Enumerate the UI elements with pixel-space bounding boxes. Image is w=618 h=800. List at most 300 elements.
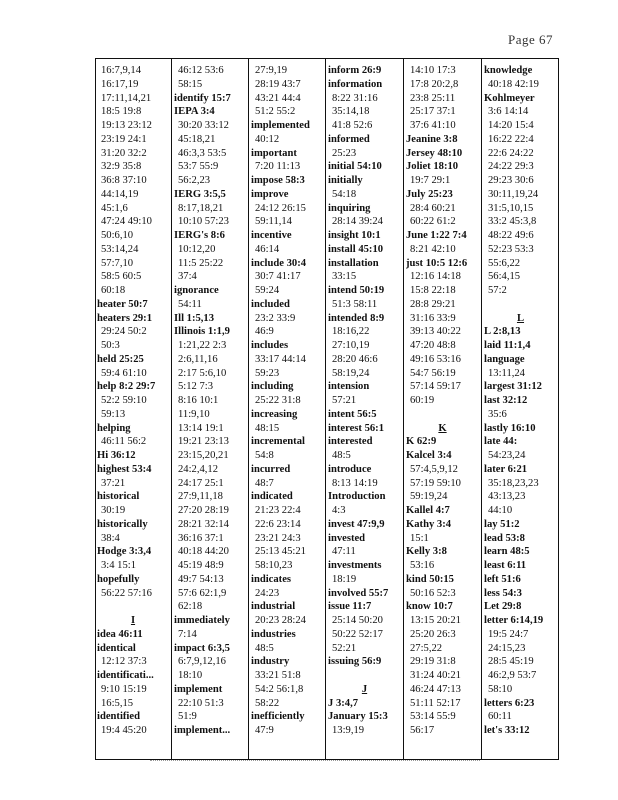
index-reference: 23:21 24:3	[255, 532, 301, 544]
index-reference: 19:21 23:13	[178, 436, 229, 448]
index-reference: 57:4,5,9,12	[410, 463, 458, 475]
index-reference: 57:6 62:1,9	[178, 587, 227, 599]
index-reference: 28:8 29:21	[410, 298, 456, 310]
index-reference: 8:16 10:1	[178, 395, 219, 406]
index-reference: 44:14,19	[101, 188, 139, 200]
index-term: July 25:23	[406, 188, 453, 200]
index-term: investments	[328, 560, 382, 571]
index-reference: 24:23	[255, 587, 280, 599]
index-reference: 18:16,22	[332, 326, 370, 338]
index-reference: 46:24 47:13	[410, 683, 461, 695]
index-term: later 6:21	[484, 463, 528, 475]
index-reference: 16:22 22:4	[488, 133, 534, 145]
index-term: letters 6:23	[484, 697, 535, 709]
index-reference: 31:24 40:21	[410, 670, 461, 681]
index-term: incurred	[251, 463, 291, 475]
index-term: implemented	[251, 120, 310, 131]
index-reference: 36:16 37:1	[178, 532, 224, 544]
index-reference: 23:15,20,21	[178, 450, 229, 461]
index-reference: 62:18	[178, 601, 203, 613]
index-reference: 17:8 20:2,8	[410, 78, 459, 90]
index-reference: 51:3 58:11	[332, 298, 378, 310]
index-reference: 57:2	[488, 285, 507, 296]
index-reference: 40:12	[255, 133, 280, 145]
index-term: issue 11:7	[328, 601, 372, 613]
index-reference: 25:13 45:21	[255, 546, 306, 558]
index-reference: 30:20 33:12	[178, 120, 229, 131]
index-term: left 51:6	[484, 573, 521, 585]
index-term: implement	[174, 683, 223, 695]
index-term: invest 47:9,9	[328, 518, 385, 530]
index-term: intent 56:5	[328, 408, 377, 420]
index-term: industry	[251, 656, 290, 668]
index-reference: 48:22 49:6	[488, 230, 534, 241]
index-term: kind 50:15	[406, 573, 454, 585]
index-term: incentive	[251, 230, 292, 241]
index-term: learn 48:5	[484, 546, 530, 558]
index-reference	[484, 298, 557, 312]
index-term: impact 6:3,5	[174, 642, 230, 654]
index-reference: 51:9	[178, 711, 197, 723]
index-reference: 12:12 37:3	[101, 656, 147, 668]
index-term: help 8:2 29:7	[97, 381, 156, 393]
index-reference: 30:7 41:17	[255, 271, 301, 283]
index-reference: 28:14 39:24	[332, 216, 383, 228]
index-reference: 39:13 40:22	[410, 326, 461, 338]
index-reference: 33:2 45:3,8	[488, 216, 537, 228]
index-term: late 44:	[484, 436, 518, 448]
index-reference: 56:17	[410, 725, 435, 736]
index-reference: 57:21	[332, 395, 357, 406]
index-reference: 41:8 52:6	[332, 120, 373, 131]
index-reference: 35:14,18	[332, 106, 370, 118]
index-term: Kelly 3:8	[406, 546, 447, 558]
index-reference: 53:16	[410, 560, 435, 571]
index-term: let's 33:12	[484, 725, 530, 736]
index-term: L 2:8,13	[484, 326, 521, 338]
index-term: initially	[328, 175, 363, 186]
index-term: highest 53:4	[97, 463, 152, 475]
index-reference: 47:9	[255, 725, 274, 736]
index-term: inefficiently	[251, 711, 305, 723]
index-reference: 28:4 60:21	[410, 202, 456, 214]
index-term: included	[251, 298, 290, 310]
index-reference: 56:22 57:16	[101, 587, 152, 599]
index-reference: 25:23	[332, 147, 357, 159]
index-term: ignorance	[174, 285, 219, 296]
index-term: historical	[97, 491, 140, 503]
index-term: J 3:4,7	[328, 697, 359, 709]
index-term: K 62:9	[406, 436, 437, 448]
index-term: Hi 36:12	[97, 450, 136, 461]
index-reference: 22:10 51:3	[178, 697, 224, 709]
index-reference: 53:7 55:9	[178, 161, 219, 173]
index-term: knowledge	[484, 65, 533, 76]
index-term: indicated	[251, 491, 293, 503]
section-letter: I	[130, 615, 136, 626]
index-reference: 33:21 51:8	[255, 670, 301, 681]
index-reference: 27:9,11,18	[178, 491, 223, 503]
index-reference: 9:10 15:19	[101, 683, 147, 695]
index-reference: 35:6	[488, 408, 507, 420]
index-reference: 11:5 25:22	[178, 257, 224, 269]
index-reference: 3:6 14:14	[488, 106, 529, 118]
index-term: initial 54:10	[328, 161, 382, 173]
index-term: installation	[328, 257, 379, 269]
index-reference: 54:23,24	[488, 450, 526, 461]
index-reference: 55:6,22	[488, 257, 521, 269]
index-term: idea 46:11	[97, 628, 143, 640]
index-reference: 58:10,23	[255, 560, 293, 571]
index-reference: 14:10 17:3	[410, 65, 456, 76]
index-reference: 52:21	[332, 642, 357, 654]
index-term: issuing 56:9	[328, 656, 382, 668]
index-reference: 29:19 31:8	[410, 656, 456, 668]
index-reference: 36:8 37:10	[101, 175, 147, 186]
index-reference: 51:2 55:2	[255, 106, 296, 118]
index-reference: 16:17,19	[101, 78, 139, 90]
index-term: IERG 3:5,5	[174, 188, 226, 200]
index-column-1	[97, 64, 169, 738]
index-reference: 19:7 29:1	[410, 175, 451, 186]
index-term: Kathy 3:4	[406, 518, 452, 530]
index-reference: 43:13,23	[488, 491, 526, 503]
index-reference: 59:24	[255, 285, 280, 296]
index-reference: 28:21 32:14	[178, 518, 229, 530]
index-reference: 28:19 43:7	[255, 78, 301, 90]
index-reference: 31:16 33:9	[410, 312, 456, 324]
index-reference: 13:11,24	[488, 367, 525, 379]
index-term: largest 31:12	[484, 381, 542, 393]
index-term: less 54:3	[484, 587, 522, 599]
index-column-2	[174, 64, 246, 738]
index-term: industries	[251, 628, 296, 640]
index-reference: 4:3	[332, 505, 346, 516]
index-reference: 59:11,14	[255, 216, 292, 228]
index-term: important	[251, 147, 297, 159]
index-reference: 17:11,14,21	[101, 92, 152, 104]
index-reference: 59:19,24	[410, 491, 448, 503]
index-reference: 51:11 52:17	[410, 697, 461, 709]
index-column-3	[251, 64, 323, 738]
index-reference: 50:22 52:17	[332, 628, 383, 640]
column-divider	[248, 58, 249, 760]
section-letter: L	[516, 312, 525, 324]
index-reference: 49:16 53:16	[410, 353, 461, 365]
index-term: inform 26:9	[328, 65, 382, 76]
index-reference: 46:11 56:2	[101, 436, 147, 448]
index-term: invested	[328, 532, 366, 544]
index-reference: 38:4	[101, 532, 120, 544]
index-reference: 19:5 24:7	[488, 628, 529, 640]
index-reference: 30:19	[101, 505, 126, 516]
index-reference: 11:9,10	[178, 408, 210, 420]
index-term: intend 50:19	[328, 285, 385, 296]
index-reference: 57:14 59:17	[410, 381, 461, 393]
index-reference: 13:15 20:21	[410, 615, 461, 626]
index-term: implement...	[174, 725, 231, 736]
index-reference: 48:5	[255, 642, 274, 654]
index-term: intended 8:9	[328, 312, 385, 324]
index-reference: 53:14 55:9	[410, 711, 456, 723]
column-divider	[325, 58, 326, 760]
index-term: identify 15:7	[174, 92, 231, 104]
index-reference: 60:19	[410, 395, 435, 406]
index-term: includes	[251, 340, 289, 351]
index-reference: 13:14 19:1	[178, 422, 224, 434]
index-term: January 15:3	[328, 711, 388, 723]
index-reference: 45:19 48:9	[178, 560, 224, 571]
index-reference: 27:9,19	[255, 65, 288, 76]
index-reference: 44:10	[488, 505, 513, 516]
index-term: identical	[97, 642, 136, 654]
index-term: heater 50:7	[97, 298, 148, 310]
index-term: just 10:5 12:6	[406, 257, 468, 269]
index-reference: 57:19 59:10	[410, 477, 461, 489]
index-term: indicates	[251, 573, 292, 585]
index-reference: 47:11	[332, 546, 356, 558]
index-reference: 14:20 15:4	[488, 120, 534, 131]
column-divider	[481, 58, 482, 760]
index-reference: 58:10	[488, 683, 513, 695]
index-term: intension	[328, 381, 370, 393]
index-term: Kalcel 3:4	[406, 450, 452, 461]
index-term: June 1:22 7:4	[406, 230, 467, 241]
index-term: information	[328, 78, 383, 90]
index-reference: 27:10,19	[332, 340, 370, 351]
index-reference: 2:17 5:6,10	[178, 367, 227, 379]
index-term: Kallel 4:7	[406, 505, 450, 516]
index-term: immediately	[174, 615, 230, 626]
index-reference: 21:23 22:4	[255, 505, 301, 516]
index-term: involved 55:7	[328, 587, 389, 599]
index-reference: 60:18	[101, 285, 126, 296]
index-reference: 29:24 50:2	[101, 326, 147, 338]
index-reference: 8:17,18,21	[178, 202, 224, 214]
index-reference: 12:16 14:18	[410, 271, 461, 283]
index-reference: 58:5 60:5	[101, 271, 142, 283]
index-reference: 49:7 54:13	[178, 573, 224, 585]
index-reference: 27:5,22	[410, 642, 443, 654]
index-reference: 45:1,6	[101, 202, 128, 214]
index-reference: 3:4 15:1	[101, 560, 137, 571]
index-reference: 10:10 57:23	[178, 216, 229, 228]
index-term: IERG's 8:6	[174, 230, 225, 241]
index-reference: 50:6,10	[101, 230, 134, 241]
index-reference: 33:17 44:14	[255, 353, 306, 365]
index-reference: 10:12,20	[178, 243, 216, 255]
index-reference: 56:4,15	[488, 271, 521, 283]
index-reference: 50:16 52:3	[410, 587, 456, 599]
index-term: Jeanine 3:8	[406, 133, 458, 145]
index-reference: 59:13	[101, 408, 126, 420]
index-column-6	[484, 64, 557, 738]
section-letter: J	[361, 683, 368, 695]
index-reference	[406, 408, 479, 422]
index-reference: 18:10	[178, 670, 203, 681]
index-term: Kohlmeyer	[484, 92, 535, 104]
column-divider	[403, 58, 404, 760]
index-reference: 46:3,3 53:5	[178, 147, 227, 159]
index-reference: 46:2,9 53:7	[488, 670, 537, 681]
index-reference: 52:23 53:3	[488, 243, 534, 255]
index-reference: 23:19 24:1	[101, 133, 147, 145]
index-reference: 7:14	[178, 628, 197, 640]
index-term: language	[484, 353, 525, 365]
column-divider	[171, 58, 172, 760]
index-reference: 20:23 28:24	[255, 615, 306, 626]
index-reference: 8:13 14:19	[332, 477, 378, 489]
index-term: impose 58:3	[251, 175, 305, 186]
index-term: Introduction	[328, 491, 386, 503]
index-term: increasing	[251, 408, 298, 420]
index-reference: 1:21,22 2:3	[178, 340, 227, 351]
index-reference: 23:8 25:11	[410, 92, 456, 104]
index-reference: 15:1	[410, 532, 429, 544]
index-reference: 28:5 45:19	[488, 656, 534, 668]
index-reference: 48:15	[255, 422, 280, 434]
index-term: hopefully	[97, 573, 140, 585]
index-term: identificati...	[97, 670, 154, 681]
index-reference: 60:22 61:2	[410, 216, 456, 228]
index-reference: 46:9	[255, 326, 274, 338]
index-term: laid 11:1,4	[484, 340, 531, 351]
index-term: least 6:11	[484, 560, 527, 571]
index-reference: 15:8 22:18	[410, 285, 456, 296]
index-term: last 32:12	[484, 395, 528, 406]
index-term: improve	[251, 188, 289, 200]
index-term: letter 6:14,19	[484, 615, 544, 626]
index-reference: 56:2,23	[178, 175, 211, 186]
index-reference: 7:20 11:13	[255, 161, 301, 173]
index-reference: 25:22 31:8	[255, 395, 301, 406]
index-term: install 45:10	[328, 243, 384, 255]
index-reference: 46:12 53:6	[178, 65, 224, 76]
index-reference: 54:7 56:19	[410, 367, 456, 379]
index-reference: 19:13 23:12	[101, 120, 152, 131]
index-reference: 31:5,10,15	[488, 202, 534, 214]
index-reference: 37:4	[178, 271, 197, 283]
index-reference: 31:20 32:2	[101, 147, 147, 159]
index-column-4	[328, 64, 401, 738]
index-reference: 32:9 35:8	[101, 161, 142, 173]
index-term: incremental	[251, 436, 305, 448]
index-reference: 8:22 31:16	[332, 92, 378, 104]
index-term: interest 56:1	[328, 422, 384, 434]
index-reference: 47:24 49:10	[101, 216, 152, 228]
index-reference: 13:9,19	[332, 725, 365, 736]
index-term: lead 53:8	[484, 532, 525, 544]
index-term: include 30:4	[251, 257, 307, 269]
section-letter: K	[438, 422, 447, 434]
page-number: Page 67	[508, 32, 554, 47]
index-term: Ill 1:5,13	[174, 312, 215, 324]
index-term: Illinois 1:1,9	[174, 326, 230, 338]
index-reference: 23:2 33:9	[255, 312, 296, 324]
index-reference: 19:4 45:20	[101, 725, 147, 736]
index-reference: 60:11	[488, 711, 512, 723]
index-term: Joliet 18:10	[406, 161, 459, 173]
index-term: held 25:25	[97, 353, 144, 365]
index-reference: 37:21	[101, 477, 126, 489]
index-reference: 16:7,9,14	[101, 65, 142, 76]
index-reference: 8:21 42:10	[410, 243, 456, 255]
index-reference: 18:19	[332, 573, 357, 585]
index-reference: 57:7,10	[101, 257, 134, 269]
index-reference: 58:22	[255, 697, 280, 709]
page-bottom-marks	[150, 760, 480, 767]
index-reference: 40:18 44:20	[178, 546, 229, 558]
index-term: lay 51:2	[484, 518, 520, 530]
index-reference	[97, 600, 169, 614]
index-term: informed	[328, 133, 370, 145]
index-reference: 54:8	[255, 450, 274, 461]
index-reference: 43:21 44:4	[255, 92, 301, 104]
index-reference: 54:18	[332, 188, 357, 200]
index-reference: 16:5,15	[101, 697, 134, 709]
index-term: introduce	[328, 463, 372, 475]
index-reference: 29:23 30:6	[488, 175, 534, 186]
index-reference: 25:17 37:1	[410, 106, 456, 118]
index-reference: 48:5	[332, 450, 351, 461]
index-reference: 28:20 46:6	[332, 353, 378, 365]
index-reference: 37:6 41:10	[410, 120, 456, 131]
index-term: insight 10:1	[328, 230, 381, 241]
index-reference: 40:18 42:19	[488, 78, 539, 90]
index-term: IEPA 3:4	[174, 106, 215, 118]
index-reference: 46:14	[255, 243, 280, 255]
index-reference: 27:20 28:19	[178, 505, 229, 516]
index-reference: 18:5 19:8	[101, 106, 142, 118]
index-reference: 22:6 23:14	[255, 518, 301, 530]
index-reference: 54:2 56:1,8	[255, 683, 304, 695]
index-term: industrial	[251, 601, 296, 613]
index-column-5	[406, 64, 479, 738]
index-reference: 48:7	[255, 477, 274, 489]
index-term: helping	[97, 422, 131, 434]
index-reference: 50:3	[101, 340, 120, 351]
index-term: historically	[97, 518, 148, 530]
index-reference: 33:15	[332, 271, 357, 283]
index-reference: 45:18,21	[178, 133, 216, 145]
index-reference: 2:6,11,16	[178, 353, 218, 365]
index-reference: 24:15,23	[488, 642, 526, 654]
index-reference: 24:17 25:1	[178, 477, 224, 489]
index-term: lastly 16:10	[484, 422, 536, 434]
index-reference: 24:2,4,12	[178, 463, 219, 475]
index-reference: 54:11	[178, 298, 202, 310]
index-reference: 6:7,9,12,16	[178, 656, 226, 668]
index-reference: 35:18,23,23	[488, 477, 539, 489]
index-reference: 59:23	[255, 367, 280, 379]
index-reference: 30:11,19,24	[488, 188, 539, 200]
index-reference: 58:19,24	[332, 367, 370, 379]
index-reference: 25:14 50:20	[332, 615, 383, 626]
index-term: including	[251, 381, 294, 393]
index-term: inquiring	[328, 202, 371, 214]
index-term: Jersey 48:10	[406, 147, 463, 159]
index-reference: 47:20 48:8	[410, 340, 456, 351]
index-reference: 59:4 61:10	[101, 367, 147, 379]
index-reference: 22:6 24:22	[488, 147, 534, 159]
index-term: Let 29:8	[484, 601, 522, 613]
index-reference: 5:12 7:3	[178, 381, 214, 393]
index-reference: 24:12 26:15	[255, 202, 306, 214]
index-term: interested	[328, 436, 373, 448]
index-reference: 58:15	[178, 78, 203, 90]
index-reference: 24:22 29:3	[488, 161, 534, 173]
index-term: heaters 29:1	[97, 312, 153, 324]
